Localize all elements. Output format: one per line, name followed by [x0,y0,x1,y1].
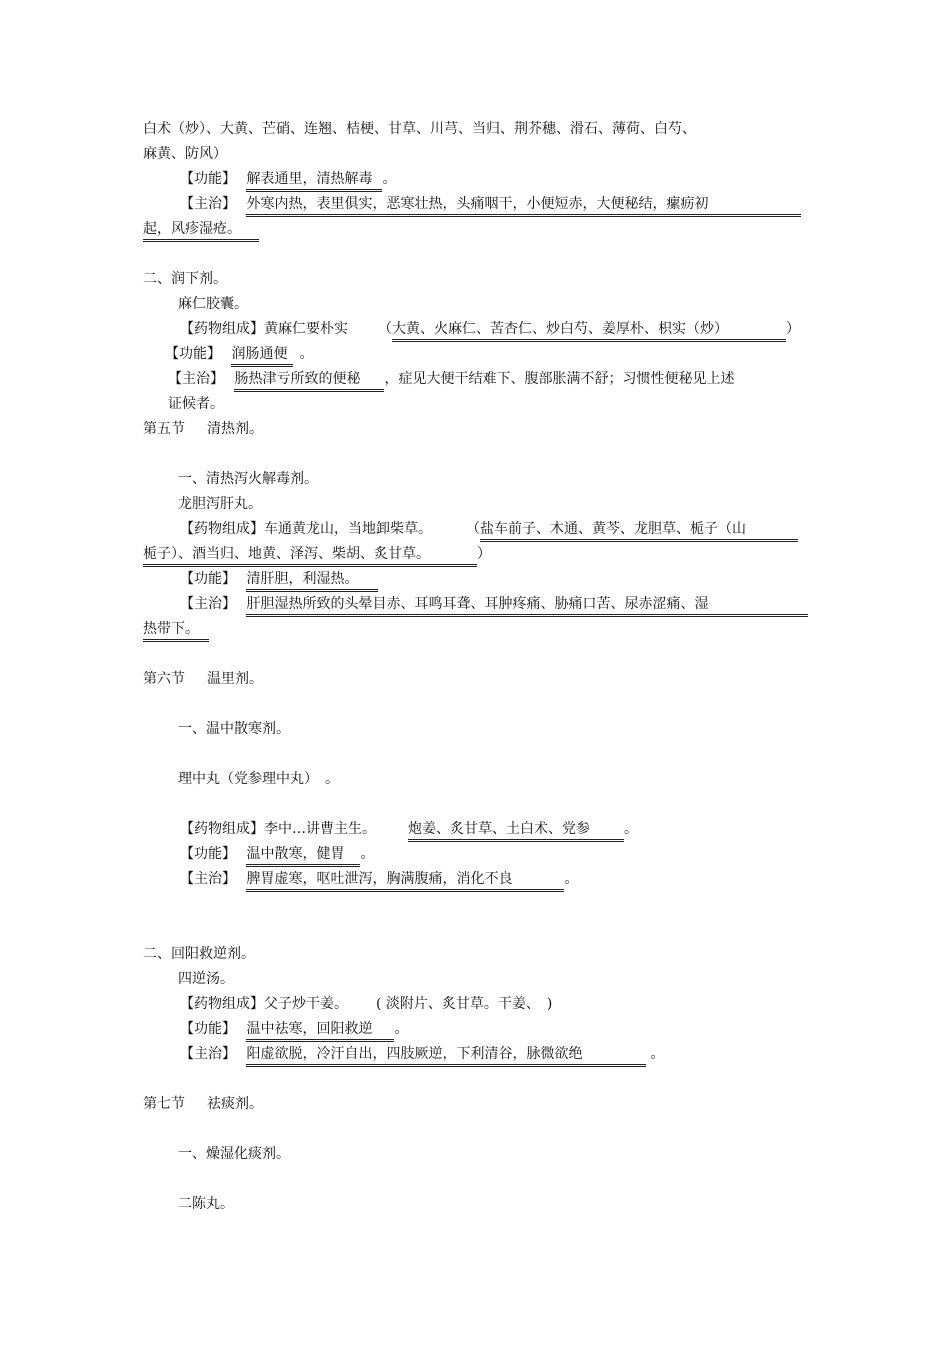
function-label: 【功能】 [180,846,236,862]
composition-row: 【药物组成】黄麻仁要朴实 （大黄、火麻仁、苦杏仁、炒白芍、姜厚朴、枳实（炒） ） [180,320,800,342]
indication-answer: 外寒内热，表里俱实，恶寒壮热，头痛咽干，小便短赤，大便秘结，瘰疬初 [246,195,801,217]
indication-label: 【主治】 [180,871,236,887]
function-row [180,570,378,592]
indication-answer: 阳虚欲脱，冷汗自出，四肢厥逆，下利清谷，脉微欲绝 [246,1045,646,1067]
indication-answer: 肠热津亏所致的便秘 [234,370,384,392]
function-row: 【功能】 温中祛寒，回阳救逆 。 [180,1020,408,1042]
function-answer: 润肠通便 [231,345,293,367]
indication-row [180,595,808,617]
subsection-heading: 一、燥湿化痰剂。 [178,1146,290,1162]
indication-row-cont: 热带下。 [143,620,209,642]
section-heading: 第五节 清热剂。 [143,421,263,437]
mnemonic: 李中…讲曹主生。 [264,821,376,837]
composition-answer: 盐车前子、木通、黄芩、龙胆草、栀子（山 [480,520,798,542]
composition-answer: ( 淡附片、炙甘草。干姜、 ) [376,996,553,1012]
section-heading: 第七节 祛痰剂。 [143,1096,263,1112]
formula-name: 理中丸（党参理中丸） 。 [178,771,339,787]
indication-label: 【主治】 [168,371,224,387]
mnemonic: 黄麻仁要朴实 [264,321,348,337]
function-answer: 解表通里，清热解毒 [246,170,382,192]
composition-label: 【药物组成】 [180,521,264,537]
indication-row-cont: 证候者。 [168,396,224,412]
formula-name: 二陈丸。 [178,1196,234,1212]
indication-row-cont: 起，风疹湿疮。 [143,220,259,242]
composition-row-cont: 栀子）、酒当归、地黄、泽泻、柴胡、炙甘草。 ） [143,545,491,567]
composition-label: 【药物组成】 [180,821,264,837]
indication-row [180,195,801,217]
indication-label: 【主治】 [180,196,236,212]
indication-answer: 肝胆湿热所致的头晕目赤、耳鸣耳聋、耳肿疼痛、胁痛口苦、尿赤涩痛、湿 [246,595,808,617]
function-answer: 清肝胆，利湿热。 [246,570,378,592]
function-label: 【功能】 [180,171,236,187]
indication-row: 【主治】 脾胃虚寒，呕吐泄泻，胸满腹痛，消化不良 。 [180,870,578,892]
function-answer: 温中祛寒，回阳救逆 [246,1020,394,1042]
composition-label: 【药物组成】 [180,321,264,337]
subsection-heading: 二、润下剂。 [143,271,227,287]
composition-row: 【药物组成】车通黄龙山，当地卸柴草。 （盐车前子、木通、黄芩、龙胆草、栀子（山 [180,520,798,542]
function-answer: 温中散寒，健胃 [246,845,360,867]
composition-answer: 炮姜、炙甘草、土白术、党参 [408,820,624,842]
function-row: 【功能】 温中散寒，健胃 。 [180,845,374,867]
indication-answer: 脾胃虚寒，呕吐泄泻，胸满腹痛，消化不良 [246,870,564,892]
indication-label: 【主治】 [180,1046,236,1062]
function-row: 【功能】 解表通里，清热解毒 。 [180,170,396,192]
formula-name: 四逆汤。 [178,971,234,987]
indication-label: 【主治】 [180,596,236,612]
function-label: 【功能】 [180,1021,236,1037]
indication-row: 【主治】 肠热津亏所致的便秘 ，症见大便干结难下、腹部胀满不舒；习惯性便秘见上述 [168,370,734,392]
ingredient-line: 麻黄、防风） [143,146,227,162]
mnemonic: 父子炒干姜。 [264,996,348,1012]
ingredient-line: 白术（炒）、大黄、芒硝、连翘、桔梗、甘草、川芎、当归、荆芥穗、滑石、薄荷、白芍、 [143,121,696,137]
subsection-heading: 一、温中散寒剂。 [178,721,290,737]
formula-name: 麻仁胶囊。 [178,296,248,312]
formula-name: 龙胆泻肝丸。 [178,496,262,512]
composition-answer: 大黄、火麻仁、苦杏仁、炒白芍、姜厚朴、枳实（炒） [392,320,786,342]
section-heading: 第六节 温里剂。 [143,671,263,687]
mnemonic: 车通黄龙山，当地卸柴草。 [264,521,432,537]
composition-row: 【药物组成】李中…讲曹主生。 炮姜、炙甘草、土白术、党参 。 [180,820,638,842]
composition-row [180,995,552,1013]
function-label: 【功能】 [165,346,221,362]
indication-row: 【主治】 阳虚欲脱，冷汗自出，四肢厥逆，下利清谷，脉微欲绝 。 [180,1045,664,1067]
subsection-heading: 二、回阳救逆剂。 [143,946,255,962]
function-label: 【功能】 [180,571,236,587]
composition-label: 【药物组成】 [180,996,264,1012]
subsection-heading: 一、清热泻火解毒剂。 [178,471,318,487]
function-row: 【功能】 润肠通便 。 [165,345,313,367]
